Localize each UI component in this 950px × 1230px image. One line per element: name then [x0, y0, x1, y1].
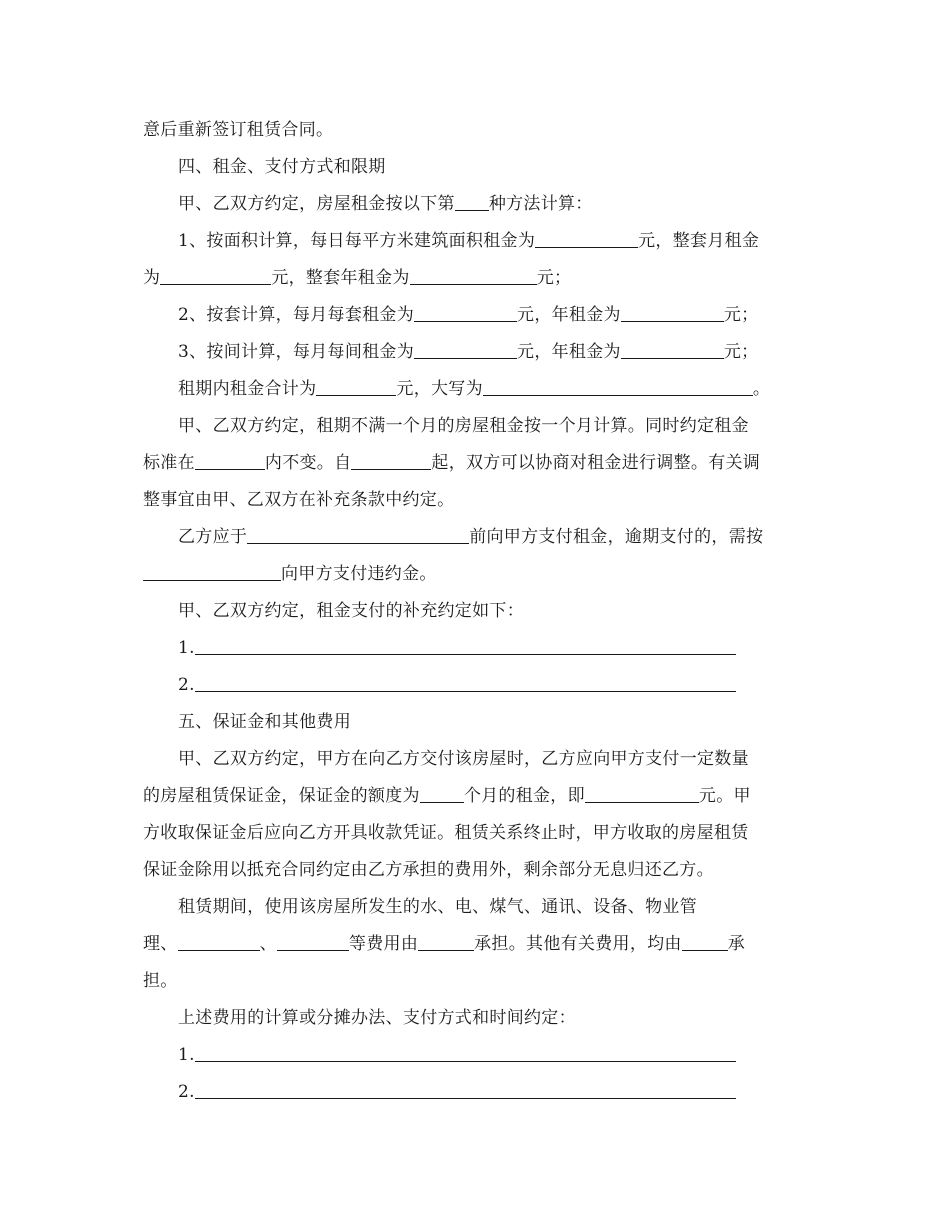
- blank-field[interactable]: [178, 934, 260, 951]
- blank-field[interactable]: [195, 675, 736, 692]
- blank-field[interactable]: [195, 453, 265, 470]
- blank-field[interactable]: [418, 934, 474, 951]
- supplementary-item-1: 1.: [178, 637, 736, 659]
- other-fees-paragraph: 租赁期间，使用该房屋所发生的水、电、煤气、通讯、设备、物业管: [178, 897, 697, 917]
- blank-field[interactable]: [414, 305, 517, 322]
- blank-field[interactable]: [483, 379, 753, 396]
- blank-field[interactable]: [351, 453, 431, 470]
- method-2-line: 2、按套计算，每月每套租金为 元，年租金为 元；: [178, 305, 759, 325]
- blank-field[interactable]: [621, 342, 724, 359]
- blank-field[interactable]: [195, 638, 736, 655]
- other-fees-line-3: 担。: [143, 971, 178, 991]
- blank-field[interactable]: [410, 268, 537, 285]
- deposit-line-4: 保证金除用以抵充合同约定由乙方承担的费用外，剩余部分无息归还乙方。: [143, 860, 714, 880]
- payment-deadline-line-2: 向甲方支付违约金。: [143, 563, 437, 585]
- blank-field[interactable]: [160, 268, 271, 285]
- section-heading-5: 五、保证金和其他费用: [178, 712, 351, 732]
- blank-field[interactable]: [195, 1045, 736, 1062]
- supplementary-rent-heading: 甲、乙双方约定，租金支付的补充约定如下：: [178, 601, 524, 621]
- method-1-line-2: 为 元，整套年租金为 元；: [143, 268, 572, 288]
- rent-adjust-line-3: 整事宜由甲、乙双方在补充条款中约定。: [143, 490, 455, 510]
- rent-total-line: 租期内租金合计为 元，大写为 。: [178, 379, 771, 399]
- method-1-line: 1、按面积计算，每日每平方米建筑面积租金为 元，整套月租金: [178, 231, 760, 251]
- paragraph-continuation: 意后重新签订租赁合同。: [143, 120, 334, 140]
- blank-field[interactable]: [277, 934, 349, 951]
- payment-deadline-paragraph: 乙方应于 前向甲方支付租金，逾期支付的，需按: [178, 527, 764, 547]
- rent-adjust-paragraph: 甲、乙双方约定，租期不满一个月的房屋租金按一个月计算。同时约定租金: [178, 416, 749, 436]
- blank-field[interactable]: [247, 527, 469, 544]
- blank-field[interactable]: [143, 564, 281, 581]
- method-3-line: 3、按间计算，每月每间租金为 元，年租金为 元；: [178, 342, 759, 362]
- fee-item-1: 1.: [178, 1044, 736, 1066]
- blank-field[interactable]: [420, 786, 464, 803]
- supplementary-item-2: 2.: [178, 674, 736, 696]
- blank-field[interactable]: [621, 305, 724, 322]
- rent-adjust-line-2: 标准在 内不变。自 起，双方可以协商对租金进行调整。有关调: [143, 453, 761, 473]
- deposit-line-2: 的房屋租赁保证金，保证金的额度为 个月的租金，即 元。甲: [143, 786, 751, 806]
- rent-method-paragraph: 甲、乙双方约定，房屋租金按以下第 种方法计算：: [178, 194, 593, 214]
- blank-field[interactable]: [414, 342, 517, 359]
- blank-field[interactable]: [682, 934, 728, 951]
- fee-item-2: 2.: [178, 1081, 736, 1103]
- section-heading-4: 四、租金、支付方式和限期: [178, 157, 386, 177]
- blank-field[interactable]: [535, 231, 638, 248]
- deposit-paragraph: 甲、乙双方约定，甲方在向乙方交付该房屋时，乙方应向甲方支付一定数量: [178, 749, 749, 769]
- blank-field[interactable]: [585, 786, 699, 803]
- fee-calculation-heading: 上述费用的计算或分摊办法、支付方式和时间约定：: [178, 1008, 576, 1028]
- deposit-line-3: 方收取保证金后应向乙方开具收款凭证。租赁关系终止时，甲方收取的房屋租赁: [143, 823, 749, 843]
- blank-field[interactable]: [316, 379, 396, 396]
- blank-field[interactable]: [195, 1082, 736, 1099]
- blank-field[interactable]: [455, 194, 489, 211]
- other-fees-line-2: 理、 、 等费用由 承担。其他有关费用，均由 承: [143, 934, 746, 954]
